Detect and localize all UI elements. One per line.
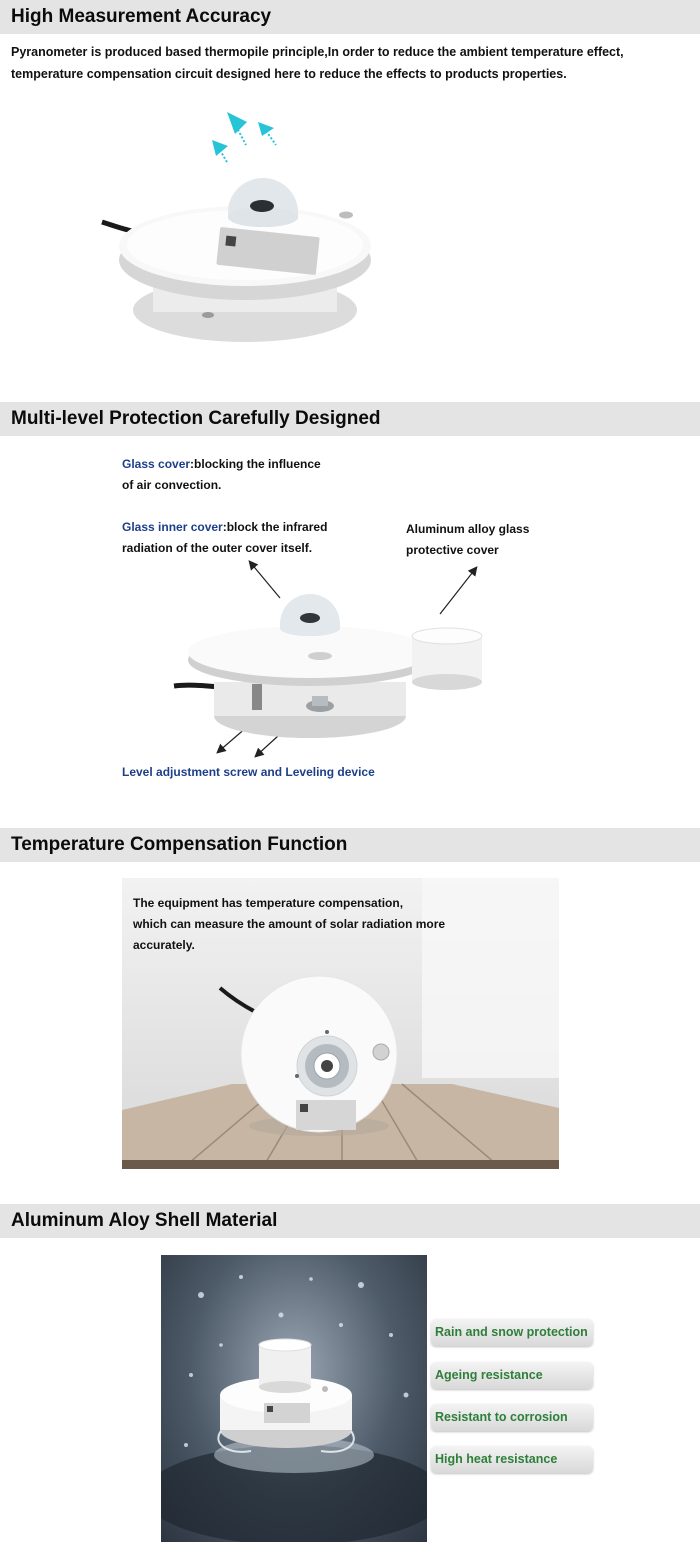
aluminum-cover-annotation — [406, 519, 529, 561]
glass-cover-term: Glass cover — [122, 457, 191, 471]
inner-cover-annotation — [122, 517, 327, 559]
inner-cover-desc: :block the infrared — [222, 520, 328, 534]
feature-heat: High heat resistance — [431, 1446, 593, 1473]
aluminum-line-2: protective cover — [406, 543, 499, 557]
feature-corrosion: Resistant to corrosion — [431, 1404, 593, 1431]
inner-cover-term: Glass inner cover — [122, 520, 223, 534]
section-header-shell — [0, 1204, 700, 1238]
pyranometer-photo-1 — [90, 100, 400, 360]
shell-photo — [161, 1255, 427, 1542]
section-title-accuracy: High Measurement Accuracy — [11, 6, 272, 27]
accuracy-intro — [11, 41, 696, 85]
glass-cover-desc: :blocking the influence — [190, 457, 321, 471]
intro-line-2: temperature compensation circuit designed here to reduce the effects to products properties. — [11, 67, 567, 81]
inner-cover-desc-2: radiation of the outer cover itself. — [122, 541, 313, 555]
section-header-temperature — [0, 828, 700, 862]
section-title-protection: Multi-level Protection Carefully Designed — [11, 408, 381, 429]
intro-line-1: Pyranometer is produced based thermopile principle,In order to reduce the ambient temperature effect, — [11, 45, 624, 59]
feature-ageing: Ageing resistance — [431, 1362, 593, 1389]
temperature-caption — [133, 893, 445, 956]
caption-line-1: The equipment has temperature compensation, — [133, 896, 404, 910]
section-title-temperature: Temperature Compensation Function — [11, 834, 348, 855]
arrow-inner-cover — [250, 562, 280, 598]
glass-cover-annotation — [122, 454, 321, 496]
temperature-photo — [122, 878, 559, 1169]
arrow-aluminum — [440, 568, 476, 614]
aluminum-line-1: Aluminum alloy glass — [406, 522, 530, 536]
caption-line-2: which can measure the amount of solar radiation more — [133, 917, 446, 931]
glass-cover-desc-2: of air convection. — [122, 478, 222, 492]
level-adjustment-label: Level adjustment screw and Leveling device — [122, 765, 375, 779]
pyranometer-protection-diagram — [170, 556, 500, 766]
feature-rain-snow: Rain and snow protection — [431, 1319, 593, 1346]
section-title-shell: Aluminum Aloy Shell Material — [11, 1210, 278, 1231]
section-header-accuracy — [0, 0, 700, 34]
caption-line-3: accurately. — [133, 938, 195, 952]
section-header-protection — [0, 402, 700, 436]
radiation-arrows-icon — [212, 112, 276, 164]
